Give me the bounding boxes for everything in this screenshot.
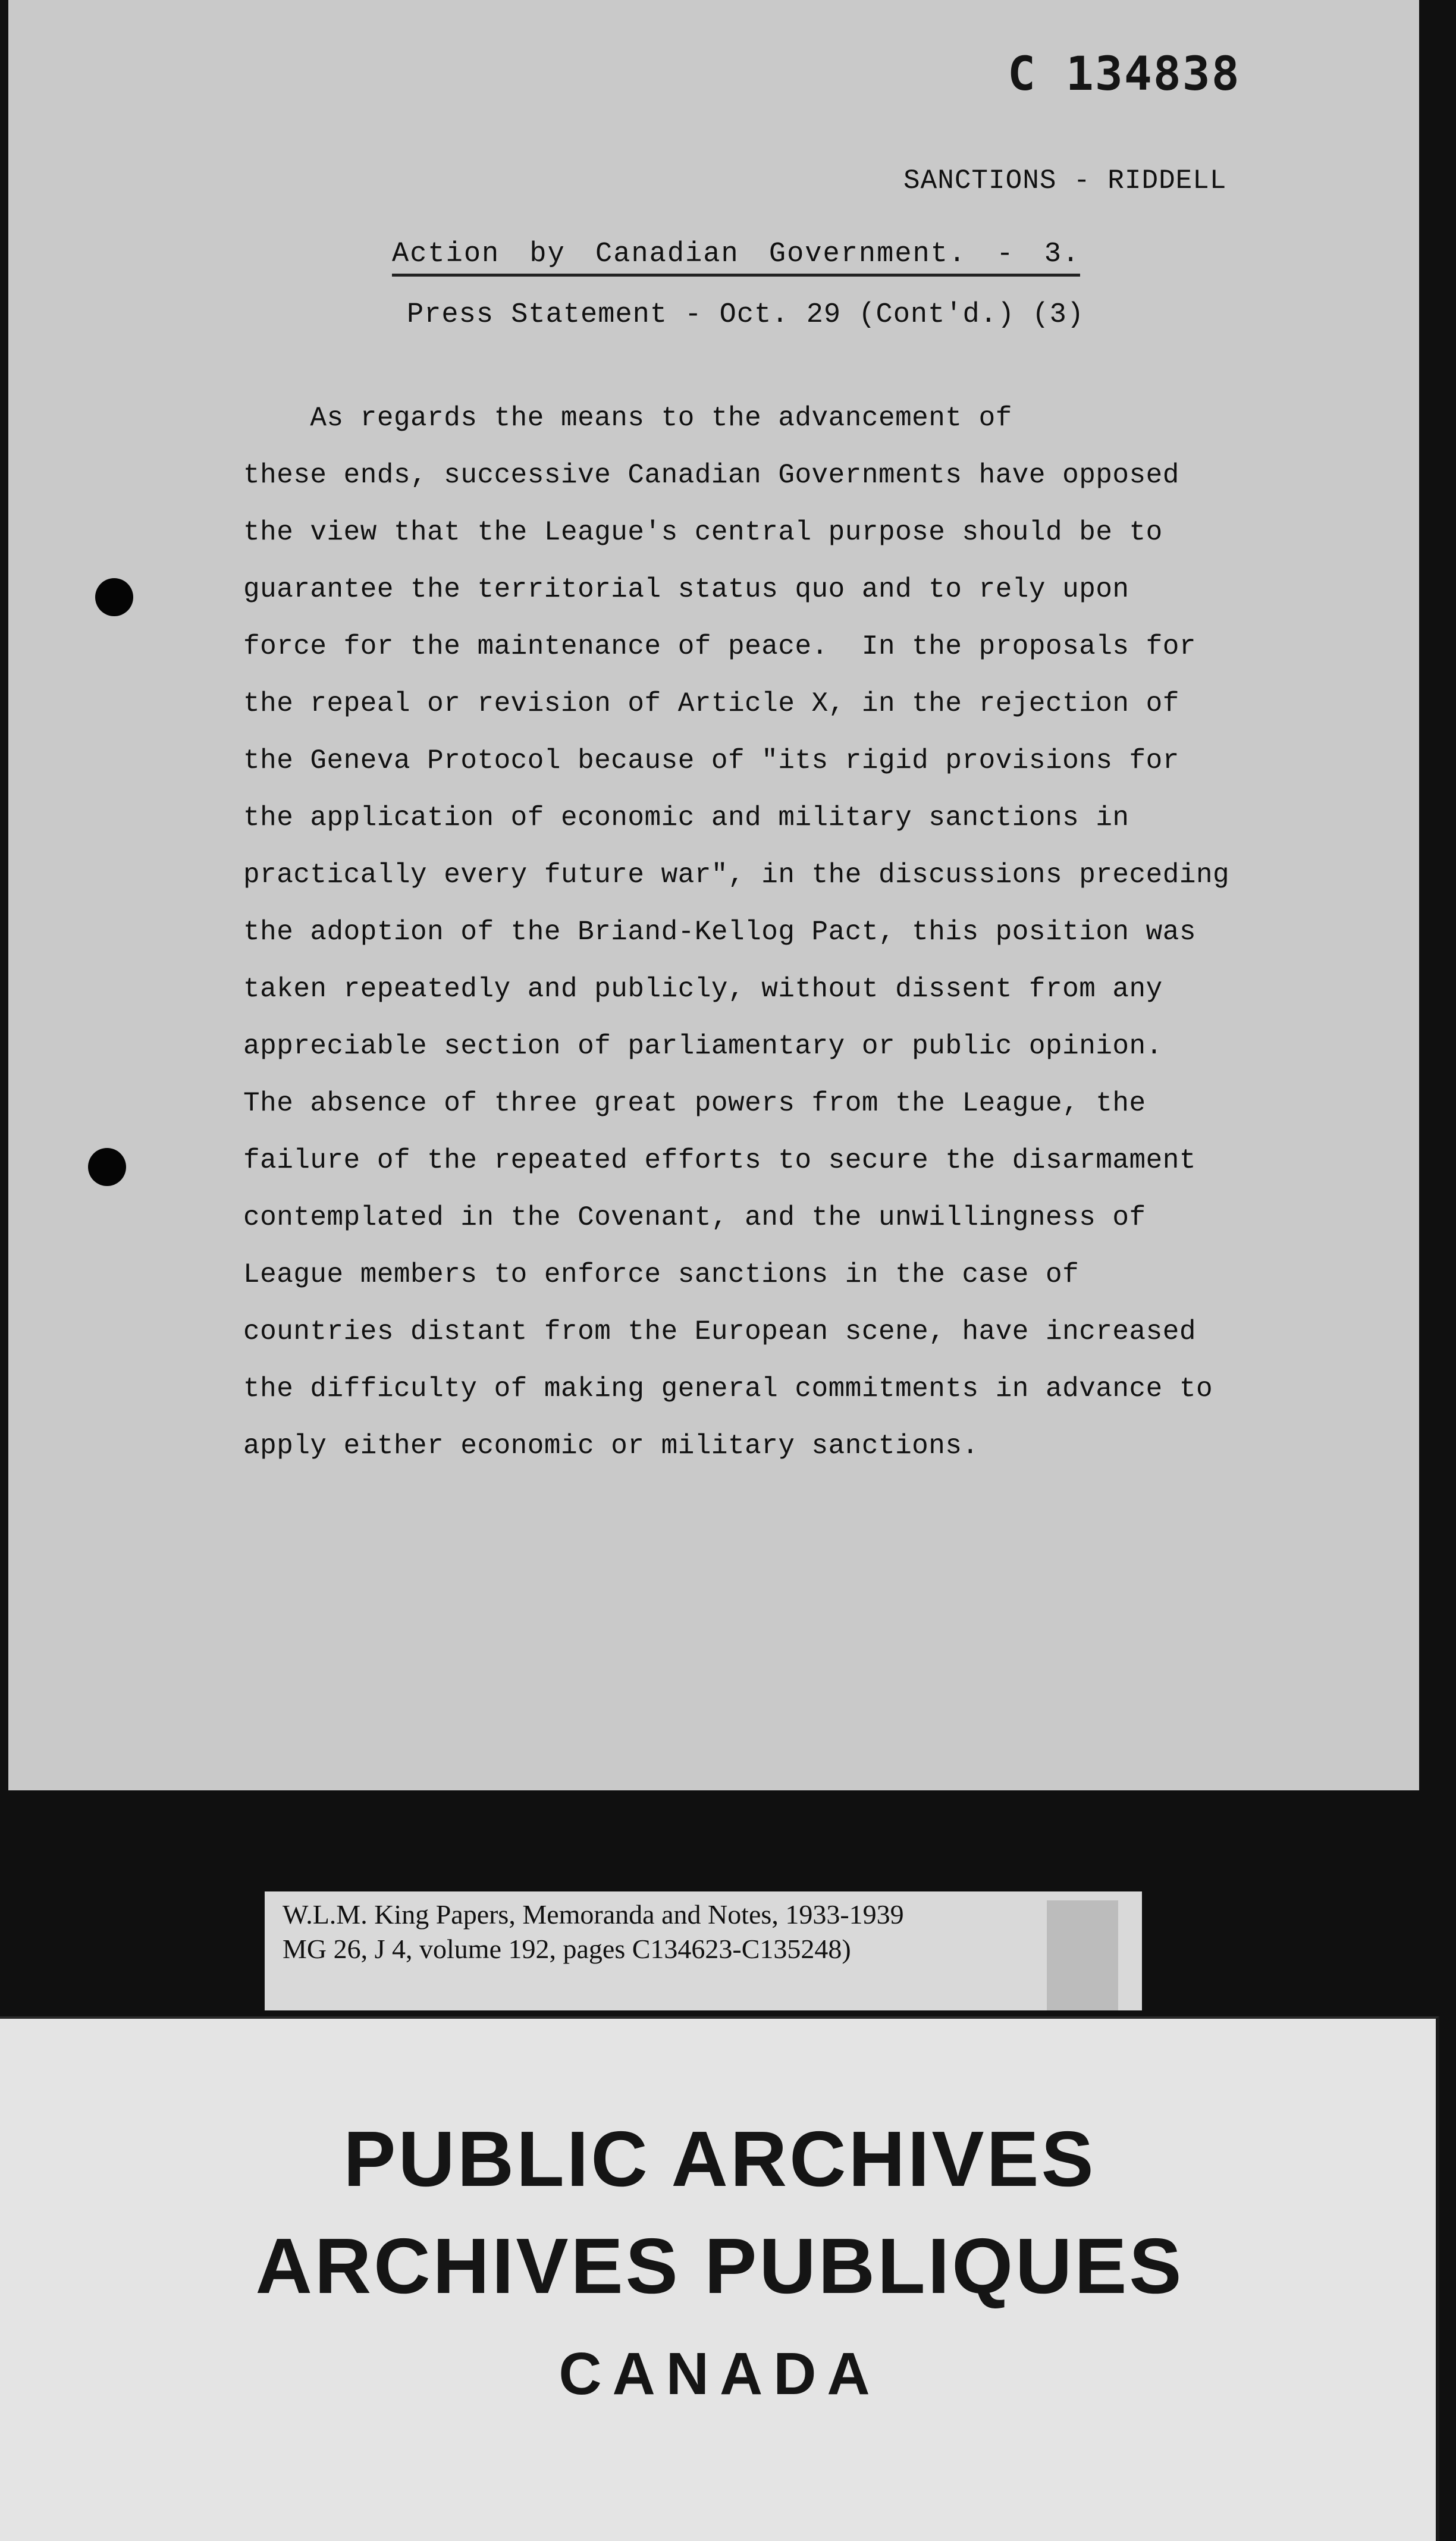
- body-line: apply either economic or military sanctions.: [243, 1431, 979, 1461]
- label-tab: [1047, 1900, 1118, 2010]
- body-line: the difficulty of making general commitments in advance to: [243, 1373, 1213, 1404]
- body-line: the adoption of the Briand-Kellog Pact, this position was: [243, 917, 1196, 948]
- body-line: the application of economic and military sanctions in: [243, 802, 1129, 833]
- body-text: [243, 390, 1373, 1475]
- document-title: Action by Canadian Government. - 3.: [392, 238, 1080, 277]
- body-line: appreciable section of parliamentary or public opinion.: [243, 1031, 1163, 1062]
- body-line: countries distant from the European scene, have increased: [243, 1316, 1196, 1347]
- body-line: practically every future war", in the discussions preceding: [243, 859, 1230, 890]
- body-line: the Geneva Protocol because of "its rigid provisions for: [243, 745, 1179, 776]
- body-line: failure of the repeated efforts to secure the disarmament: [243, 1145, 1196, 1176]
- body-line: As regards the means to the advancement of: [243, 403, 1012, 434]
- body-line: The absence of three great powers from the League, the: [243, 1088, 1146, 1119]
- archive-label-strip: [265, 1891, 1142, 2010]
- archive-card-country: CANADA: [558, 2341, 881, 2407]
- punch-hole: [88, 1148, 126, 1186]
- document-subtitle: Press Statement - Oct. 29 (Cont'd.) (3): [407, 299, 1084, 331]
- archive-card-title-fr: ARCHIVES PUBLIQUES: [255, 2222, 1184, 2310]
- archive-card: [0, 2016, 1439, 2541]
- body-line: League members to enforce sanctions in the case of: [243, 1259, 1080, 1290]
- typed-document-sheet: [8, 0, 1419, 1790]
- body-line: contemplated in the Covenant, and the unwillingness of: [243, 1202, 1146, 1233]
- body-line: these ends, successive Canadian Governments have opposed: [243, 460, 1179, 491]
- archive-label-line: MG 26, J 4, volume 192, pages C134623-C135248): [283, 1934, 851, 1964]
- body-line: taken repeatedly and publicly, without dissent from any: [243, 974, 1163, 1005]
- punch-hole: [95, 578, 133, 616]
- body-line: the repeal or revision of Article X, in the rejection of: [243, 688, 1179, 719]
- archive-label-line: W.L.M. King Papers, Memoranda and Notes, 1933-1939: [283, 1899, 904, 1930]
- archive-reference-number: C 134838: [1008, 48, 1241, 101]
- body-line: the view that the League's central purpose should be to: [243, 517, 1163, 548]
- archive-card-title-en: PUBLIC ARCHIVES: [343, 2115, 1096, 2203]
- subject-tag: SANCTIONS - RIDDELL: [903, 165, 1227, 196]
- body-line: guarantee the territorial status quo and to rely upon: [243, 574, 1129, 605]
- body-line: force for the maintenance of peace. In the proposals for: [243, 631, 1196, 662]
